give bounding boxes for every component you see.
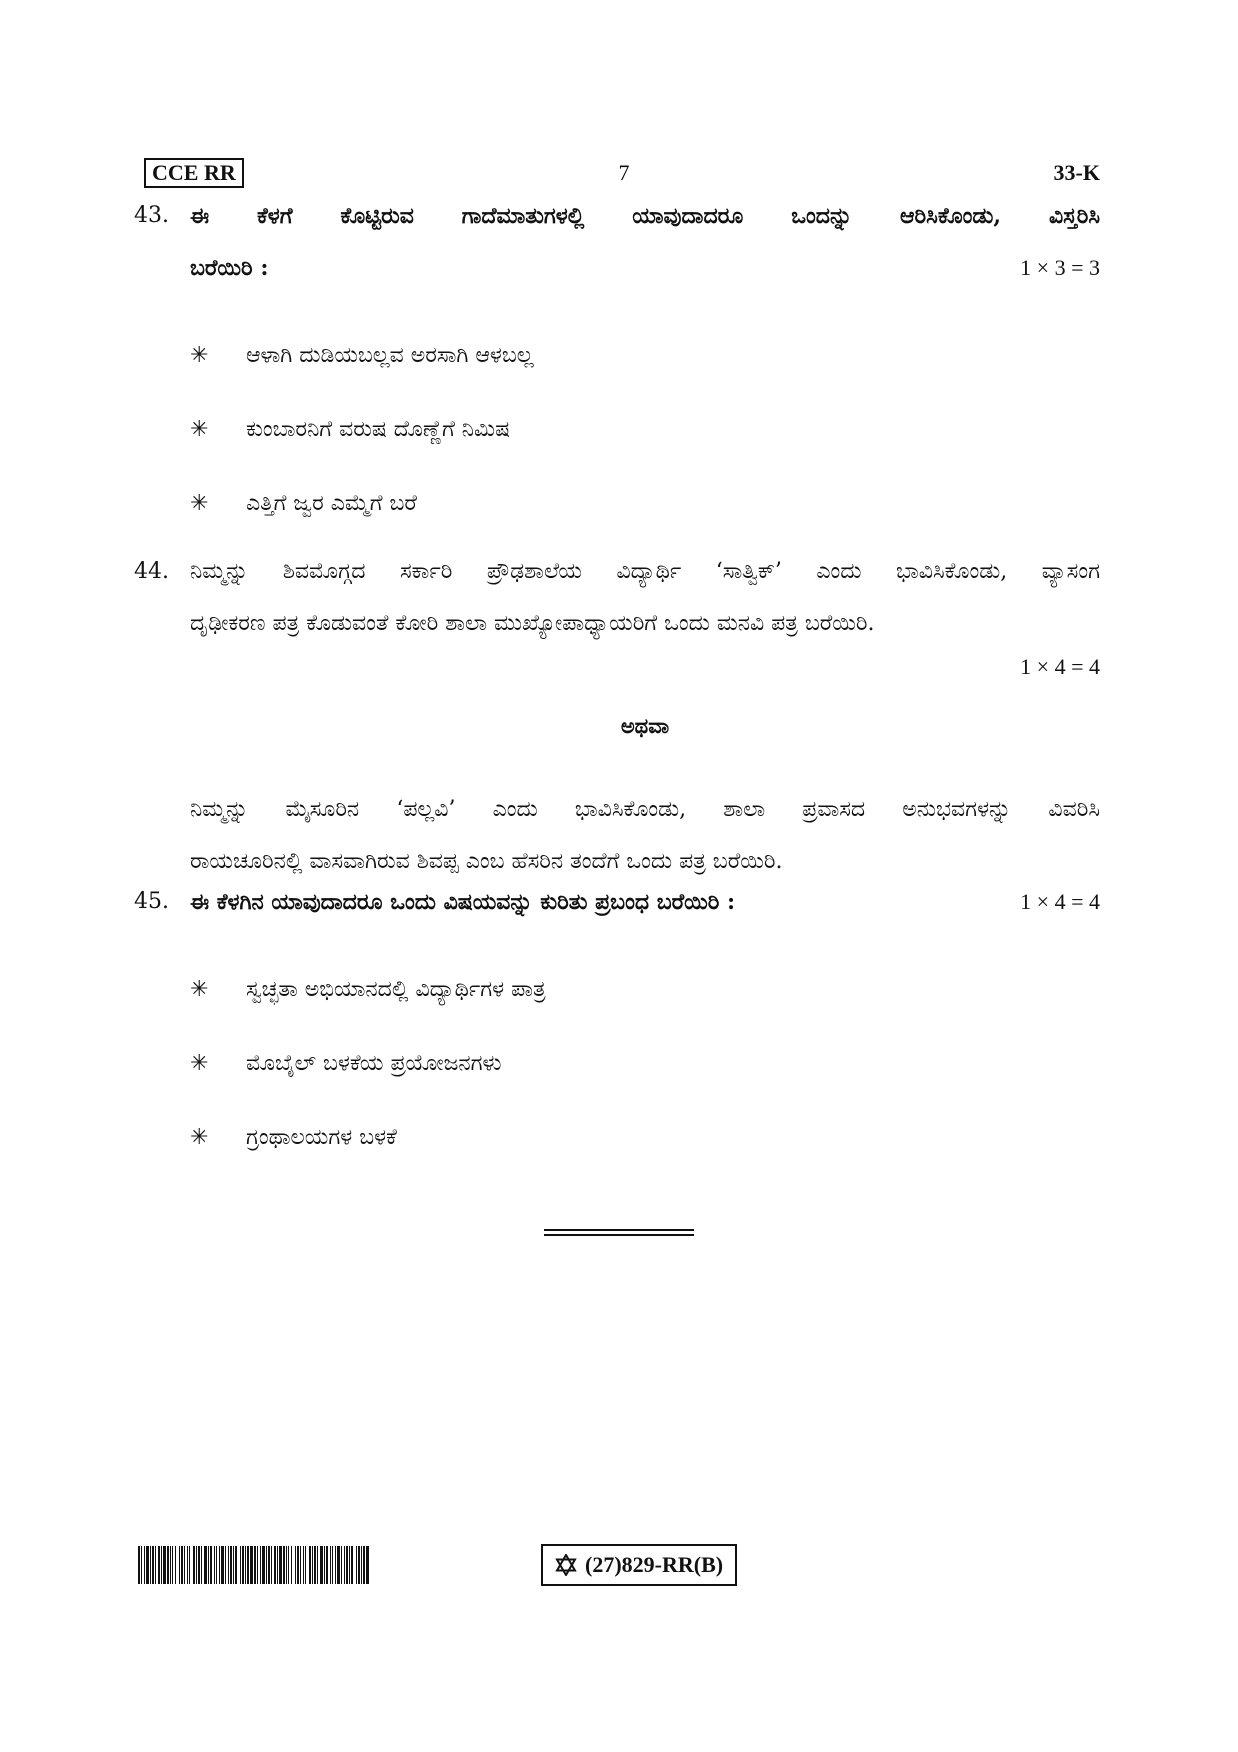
asterisk-bullet-icon: ✳ xyxy=(190,417,209,442)
list-item xyxy=(190,1038,1100,1112)
option-text: ಆಳಾಗಿ ದುಡಿಯಬಲ್ಲವ ಅರಸಾಗಿ ಆಳಬಲ್ಲ xyxy=(246,343,534,368)
question-text-line: ಈ ಕೆಳಗಿನ ಯಾವುದಾದರೂ ಒಂದು ವಿಷಯವನ್ನು ಕುರಿತು ಪ್ರಬಂಧ ಬರೆಯಿರಿ : xyxy=(190,889,736,915)
paper-code: 33-K xyxy=(1053,160,1100,185)
alternative-text-line: ರಾಯಚೂರಿನಲ್ಲಿ ವಾಸವಾಗಿರುವ ಶಿವಪ್ಪ ಎಂಬ ಹೆಸರಿನ ತಂದೆಗೆ ಒಂದು ಪತ್ರ ಬರೆಯಿರಿ. xyxy=(190,849,783,874)
question-text-line: ದೃಢೀಕರಣ ಪತ್ರ ಕೊಡುವಂತೆ ಕೋರಿ ಶಾಲಾ ಮುಖ್ಯೋಪಾಧ್ಯಾಯರಿಗೆ ಒಂದು ಮನವಿ ಪತ್ರ ಬರೆಯಿರಿ. xyxy=(190,611,875,636)
asterisk-bullet-icon: ✳ xyxy=(190,491,209,516)
list-item xyxy=(190,964,1100,1038)
list-item xyxy=(190,404,1100,478)
alternative-text-line: ನಿಮ್ಮನ್ನು ಮೈಸೂರಿನ ‘ಪಲ್ಲವಿ’ ಎಂದು ಭಾವಿಸಿಕೊಂಡು, ಶಾಲಾ ಪ್ರವಾಸದ ಅನುಭವಗಳನ್ನು ವಿವರಿಸಿ xyxy=(190,797,1100,822)
star-of-david-icon xyxy=(555,1554,577,1576)
question-text-line: ಬರೆಯಿರಿ : xyxy=(190,255,269,281)
page-header xyxy=(144,158,1100,192)
marks-label: 1 × 4 = 4 xyxy=(1020,889,1100,914)
page-number: 7 xyxy=(618,160,630,185)
question-45 xyxy=(134,876,1100,1186)
booklet-code: (27)829-RR(B) xyxy=(585,1552,724,1577)
barcode-graphic xyxy=(138,1546,384,1584)
option-text: ಎತ್ತಿಗೆ ಜ್ವರ ಎಮ್ಮೆಗೆ ಬರೆ xyxy=(246,491,417,516)
marks-label: 1 × 4 = 4 xyxy=(1020,654,1100,679)
option-text: ಸ್ವಚ್ಛತಾ ಅಭಿಯಾನದಲ್ಲಿ ವಿದ್ಯಾರ್ಥಿಗಳ ಪಾತ್ರ xyxy=(246,977,546,1002)
end-of-paper-rule xyxy=(544,1229,694,1237)
question-43 xyxy=(134,190,1100,552)
question-number: 43. xyxy=(134,203,169,228)
question-number: 45. xyxy=(134,889,169,914)
asterisk-bullet-icon: ✳ xyxy=(190,343,209,368)
series-code-box: CCE RR xyxy=(144,158,244,188)
or-label: ಅಥವಾ xyxy=(620,713,670,738)
question-text-line: ನಿಮ್ಮನ್ನು ಶಿವಮೊಗ್ಗದ ಸರ್ಕಾರಿ ಪ್ರೌಢಶಾಲೆಯ ವಿದ್ಯಾರ್ಥಿ ‘ಸಾತ್ವಿಕ್’ ಎಂದು ಭಾವಿಸಿಕೊಂಡು, ವ್ಯಾಸಂಗ xyxy=(190,559,1100,584)
question-text-line: ಈ ಕೆಳಗೆ ಕೊಟ್ಟಿರುವ ಗಾದೆಮಾತುಗಳಲ್ಲಿ ಯಾವುದಾದರೂ ಒಂದನ್ನು ಆರಿಸಿಕೊಂಡು, ವಿಸ್ತರಿಸಿ xyxy=(190,203,1100,229)
list-item xyxy=(190,1112,1100,1186)
list-item xyxy=(190,330,1100,404)
barcode-image xyxy=(138,1546,384,1584)
question-number: 44. xyxy=(134,559,169,584)
booklet-code-box xyxy=(541,1544,737,1586)
option-text: ಮೊಬೈಲ್ ಬಳಕೆಯ ಪ್ರಯೋಜನಗಳು xyxy=(246,1051,502,1076)
asterisk-bullet-icon: ✳ xyxy=(190,977,209,1002)
option-text: ಕುಂಬಾರನಿಗೆ ವರುಷ ದೊಣ್ಣೆಗೆ ನಿಮಿಷ xyxy=(246,417,511,442)
asterisk-bullet-icon: ✳ xyxy=(190,1051,209,1076)
option-text: ಗ್ರಂಥಾಲಯಗಳ ಬಳಕೆ xyxy=(246,1125,397,1150)
question-44 xyxy=(134,546,1100,888)
marks-label: 1 × 3 = 3 xyxy=(1020,255,1100,280)
asterisk-bullet-icon: ✳ xyxy=(190,1125,209,1150)
list-item xyxy=(190,478,1100,552)
